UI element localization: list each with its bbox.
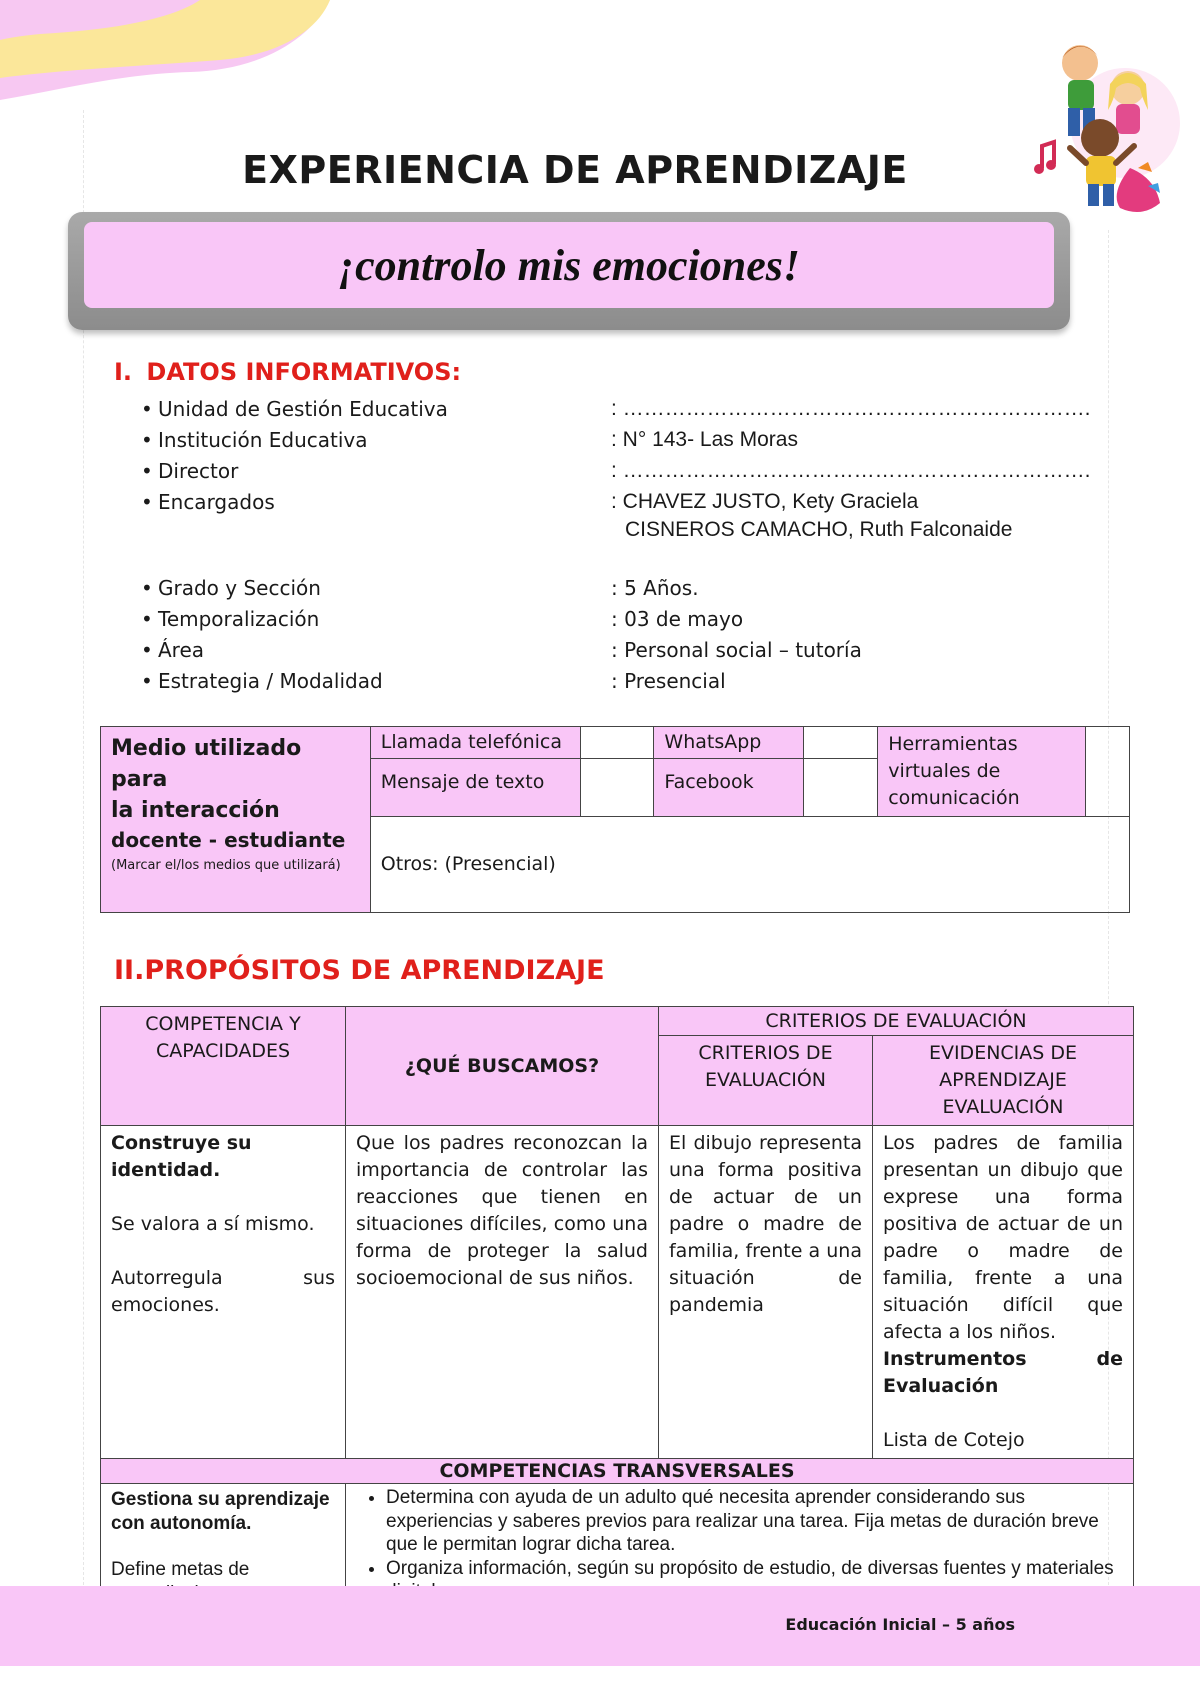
header-criterios-group: CRITERIOS DE EVALUACIÓN	[658, 1007, 1133, 1036]
transversal-item: • Determina con ayuda de un adulto qué necesita aprender considerando sus experiencias y saberes previos para realizar una tarea. Fija metas de duración breve que le permitan lograr dicha tarea.	[386, 1486, 1123, 1557]
cell-que-buscamos: Que los padres reconozcan la importancia de controlar las reacciones que tienen en situaciones difíciles, como una forma de proteger la salud socioemocional de sus niños.	[346, 1126, 659, 1459]
instrumentos-title: Instrumentos de Evaluación	[882, 1348, 1123, 1397]
medio-label-line2: la interacción	[111, 798, 280, 823]
option-whatsapp: WhatsApp	[654, 727, 804, 759]
info-label: Unidad de Gestión Educativa	[158, 397, 448, 421]
header-evidencias-line: APRENDIZAJE EVALUACIÓN	[939, 1069, 1067, 1118]
banner-title: ¡controlo mis emociones!	[337, 240, 801, 290]
document-title: EXPERIENCIA DE APRENDIZAJE	[242, 148, 908, 192]
section-title: PROPÓSITOS DE APRENDIZAJE	[144, 955, 605, 986]
capacidad-1: Se valora a sí mismo.	[111, 1213, 315, 1235]
instrumento: Lista de Cotejo	[882, 1429, 1025, 1451]
capacidad-2	[111, 1265, 335, 1319]
bullet: •	[141, 576, 153, 600]
herramientas-line: comunicación	[888, 787, 1020, 809]
header-competencia-line: COMPETENCIA Y	[145, 1013, 301, 1035]
corner-decoration	[0, 0, 340, 110]
info-row-ugel	[141, 396, 1091, 424]
checkbox-llamada[interactable]	[580, 727, 654, 759]
header-competencia	[101, 1007, 346, 1126]
bullet: •	[141, 459, 153, 483]
info-label: Director	[158, 459, 239, 483]
info-label: Institución Educativa	[158, 428, 368, 452]
header-evidencias	[872, 1036, 1133, 1126]
info-label: Encargados	[158, 490, 275, 514]
checkbox-facebook[interactable]	[804, 759, 878, 817]
section-number: II.	[114, 955, 145, 986]
info-row-encargados	[141, 489, 1041, 517]
info-row-institucion	[141, 427, 1041, 455]
info-value: : 5 Años.	[611, 576, 699, 600]
info-label: Temporalización	[158, 607, 320, 631]
header-transversales: COMPETENCIAS TRANSVERSALES	[101, 1459, 1134, 1484]
title-banner	[68, 212, 1070, 330]
info-value: : 03 de mayo	[611, 607, 744, 631]
medio-note: (Marcar el/los medios que utilizará)	[111, 858, 341, 873]
info-value: : N° 143- Las Moras	[611, 428, 798, 451]
checkbox-herramientas[interactable]	[1086, 727, 1130, 817]
info-value: : CHAVEZ JUSTO, Kety Graciela	[611, 490, 919, 513]
transversal-item: • Organiza información, según su propósito de estudio, de diversas fuentes y materiales	[386, 1557, 1123, 1604]
bullet: •	[141, 490, 153, 514]
evidencia-text: Los padres de familia presentan un dibujo que exprese una forma positiva de actuar de un padre o madre de familia, frente a una situación difícil que afecta a los niños.	[882, 1132, 1123, 1343]
header-criterios-line: EVALUACIÓN	[704, 1069, 826, 1091]
footer	[0, 1586, 1200, 1666]
footer-text: Educación Inicial – 5 años	[785, 1615, 1015, 1634]
title-banner-inner	[84, 222, 1054, 308]
competencia-name: Construye su identidad.	[111, 1132, 252, 1181]
cell-competencia	[101, 1126, 346, 1459]
herramientas-line: virtuales de	[888, 760, 1001, 782]
cell-criterio: El dibujo representa una forma positiva de actuar de un padre o madre de familia, frente a una situación de pandemia	[658, 1126, 872, 1459]
info-value: : ………………………………………………………….	[611, 397, 1091, 420]
children-illustration	[1030, 18, 1180, 233]
bullet: •	[141, 638, 153, 662]
header-competencia-line: CAPACIDADES	[155, 1040, 291, 1062]
herramientas-line: Herramientas	[888, 733, 1018, 755]
option-otros: Otros: (Presencial)	[370, 817, 1129, 913]
checkbox-mensaje[interactable]	[580, 759, 654, 817]
bullet: •	[141, 607, 153, 631]
medio-label-line1: Medio utilizado para	[111, 736, 302, 792]
header-evidencias-line: EVIDENCIAS DE	[928, 1042, 1078, 1064]
header-criterios-line: CRITERIOS DE	[698, 1042, 833, 1064]
bullet: •	[141, 397, 153, 421]
option-facebook: Facebook	[654, 759, 804, 817]
transversal-capacidad: Define metas de	[111, 1559, 250, 1580]
info-row-estrategia	[141, 668, 1041, 696]
medio-label-cell	[101, 727, 371, 913]
transversal-competencia: Gestiona su aprendizaje con autonomía.	[111, 1489, 330, 1534]
info-row-temporalizacion	[141, 606, 1041, 634]
option-llamada: Llamada telefónica	[370, 727, 580, 759]
checkbox-whatsapp[interactable]	[804, 727, 878, 759]
section-title: DATOS INFORMATIVOS:	[146, 358, 462, 386]
info-value: : ………………………………………………………….	[611, 459, 1091, 482]
medio-interaccion-table	[100, 726, 1130, 913]
propositos-table	[100, 1006, 1134, 1615]
info-label: Estrategia / Modalidad	[158, 669, 383, 693]
option-herramientas	[878, 727, 1086, 817]
info-value: : Presencial	[611, 669, 726, 693]
section-number: I.	[114, 358, 133, 386]
info-value: CISNEROS CAMACHO, Ruth Falconaide	[625, 518, 1013, 541]
info-row-grado	[141, 575, 1041, 603]
section-heading-propositos	[114, 955, 605, 986]
option-mensaje: Mensaje de texto	[370, 759, 580, 817]
page-margin-left	[83, 110, 84, 1610]
info-value: : Personal social – tutoría	[611, 638, 862, 662]
bullet: •	[141, 669, 153, 693]
info-label: Área	[158, 638, 205, 662]
header-que-buscamos: ¿QUÉ BUSCAMOS?	[346, 1007, 659, 1126]
capacidad-2-text: Autorregula sus emociones.	[111, 1267, 335, 1316]
bullet: •	[141, 428, 153, 452]
info-label: Grado y Sección	[158, 576, 321, 600]
cell-evidencias	[872, 1126, 1133, 1459]
info-row-encargados-2	[141, 517, 1041, 545]
medio-label-line3: docente - estudiante	[111, 828, 346, 852]
section-heading-datos	[114, 358, 461, 386]
info-row-area	[141, 637, 1041, 665]
info-row-director	[141, 458, 1091, 486]
header-criterios	[658, 1036, 872, 1126]
